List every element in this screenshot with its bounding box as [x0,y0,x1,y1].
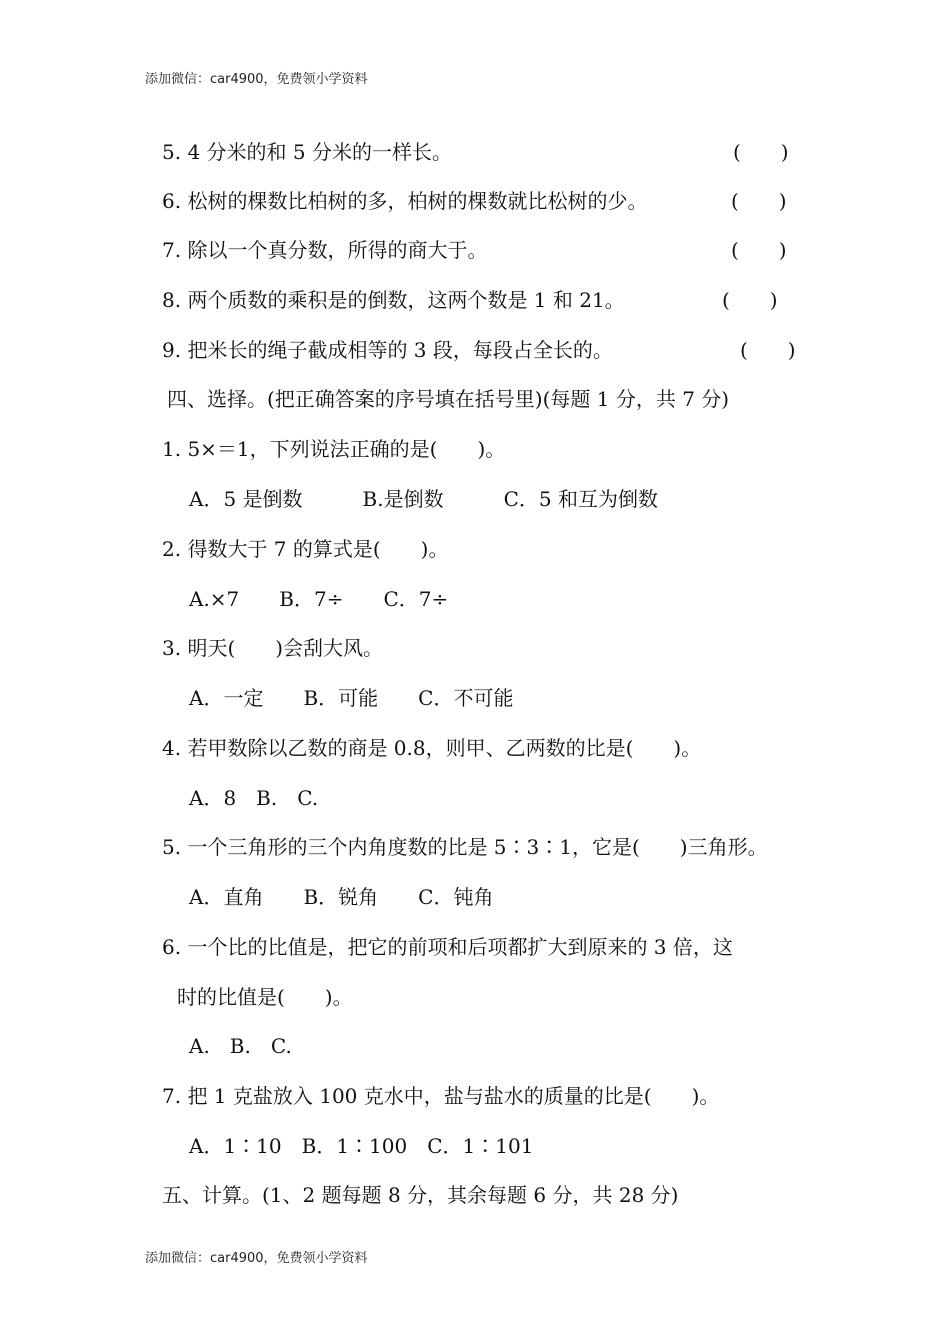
choice-options-6: A. B. C. [189,1034,292,1058]
judge-item-6: 6. 松树的棵数比柏树的多，柏树的棵数就比松树的少。 [162,189,648,213]
choice-question-1: 1. 5×＝1，下列说法正确的是( )。 [162,437,506,461]
choice-options-5: A．直角 B．锐角 C．钝角 [189,885,494,909]
answer-blank-9[interactable]: ( ) [740,338,796,362]
choice-question-6-cont: 时的比值是( )。 [177,985,353,1009]
section-title-choice: 四、选择。(把正确答案的序号填在括号里)(每题 1 分，共 7 分) [167,387,730,411]
choice-options-1: A．5 是倒数 B.是倒数 C．5 和互为倒数 [189,487,658,511]
judge-item-8: 8. 两个质数的乘积是的倒数，这两个数是 1 和 21。 [162,288,625,312]
choice-question-6: 6. 一个比的比值是，把它的前项和后项都扩大到原来的 3 倍，这 [162,935,733,959]
choice-question-2: 2. 得数大于 7 的算式是( )。 [162,537,449,561]
answer-blank-8[interactable]: ( ) [722,288,778,312]
choice-options-3: A．一定 B．可能 C．不可能 [189,686,514,710]
judge-item-5: 5. 4 分米的和 5 分米的一样长。 [162,140,452,164]
choice-options-4: A．8 B. C. [189,786,319,810]
choice-question-5: 5. 一个三角形的三个内角度数的比是 5∶3∶1，它是( )三角形。 [162,835,768,859]
judge-item-9: 9. 把米长的绳子截成相等的 3 段，每段占全长的。 [162,338,613,362]
answer-blank-5[interactable]: ( ) [733,140,789,164]
page-header: 添加微信：car4900，免费领小学资料 [145,72,368,87]
choice-options-7: A．1∶10 B．1∶100 C．1∶101 [189,1134,534,1158]
section-title-calc: 五、计算。(1、2 题每题 8 分，其余每题 6 分，共 28 分) [162,1183,679,1207]
judge-item-7: 7. 除以一个真分数，所得的商大于。 [162,238,488,262]
choice-options-2: A.×7 B．7÷ C．7÷ [189,587,449,611]
choice-question-3: 3. 明天( )会刮大风。 [162,636,384,660]
page-footer: 添加微信：car4900，免费领小学资料 [145,1251,368,1266]
choice-question-4: 4. 若甲数除以乙数的商是 0.8，则甲、乙两数的比是( )。 [162,736,702,760]
answer-blank-7[interactable]: ( ) [731,238,787,262]
choice-question-7: 7. 把 1 克盐放入 100 克水中，盐与盐水的质量的比是( )。 [162,1084,720,1108]
answer-blank-6[interactable]: ( ) [731,189,787,213]
